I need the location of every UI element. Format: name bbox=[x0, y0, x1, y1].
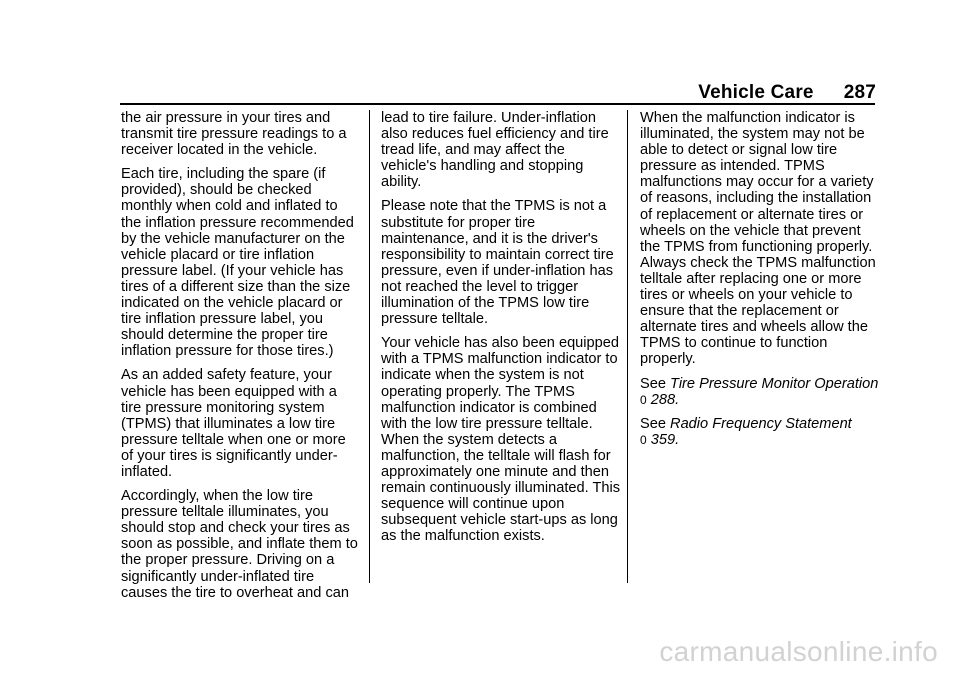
page-number: 287 bbox=[843, 82, 876, 103]
ref-prefix: See bbox=[640, 415, 666, 432]
column-divider bbox=[369, 110, 370, 583]
column-divider bbox=[627, 110, 628, 583]
section-title: Vehicle Care bbox=[698, 82, 814, 103]
paragraph: lead to tire failure. Under-inflation also reduces fuel efficiency and tire tread life, and may affect the vehicle's handling and stopping ability. bbox=[381, 110, 609, 191]
header-rule bbox=[120, 103, 875, 105]
page-header bbox=[698, 82, 876, 104]
paragraph: Please note that the TPMS is not a substitute for proper tire maintenance, and it is the driver's responsibility to maintain correct tire pressure, even if under-inflation has not reached the level to trigger illumination of the TPMS low tire pressure telltale. bbox=[381, 198, 614, 328]
cross-reference bbox=[640, 416, 880, 448]
watermark: carmanualsonline.info bbox=[659, 636, 938, 667]
paragraph: Accordingly, when the low tire pressure telltale illuminates, you should stop and check your tires as soon as possible, and inflate them to the proper pressure. Driving on a significantly under-inflated tire causes the tire to overheat and can bbox=[121, 488, 358, 601]
paragraph: As an added safety feature, your vehicle has been equipped with a tire pressure monitoring system (TPMS) that illuminates a low tire pressure telltale when one or more of your tires is significantly under-inflated. bbox=[121, 367, 346, 480]
ref-link-radio-frequency-statement[interactable]: Radio Frequency Statement bbox=[670, 415, 852, 432]
ref-prefix: See bbox=[640, 375, 666, 392]
cross-reference bbox=[640, 376, 880, 408]
text-column-1 bbox=[121, 110, 359, 609]
paragraph: Your vehicle has also been equipped with a TPMS malfunction indicator to indicate when the system is not operating properly. The TPMS malfunction indicator is combined with the low tire pressure telltale. When the system detects a malfunction, the telltale will flash for approximately one minute and then remain continuously illuminated. This sequence will continue upon subsequent vehicle start-ups as long as the malfunction exists. bbox=[381, 335, 621, 545]
text-column-2 bbox=[381, 110, 621, 552]
page-arrow-icon: 0 bbox=[640, 432, 647, 447]
page-arrow-icon: 0 bbox=[640, 392, 647, 407]
ref-page-number[interactable]: 359. bbox=[650, 431, 680, 448]
text-column-3 bbox=[640, 110, 880, 456]
ref-page-number[interactable]: 288. bbox=[650, 391, 680, 408]
paragraph: the air pressure in your tires and transmit tire pressure readings to a receiver located in the vehicle. bbox=[121, 110, 347, 159]
paragraph: When the malfunction indicator is illuminated, the system may not be able to detect or signal low tire pressure as intended. TPMS malfunctions may occur for a variety of reasons, including the installation of replacement or alternate tires or wheels on the vehicle that prevent the TPMS from functioning properly. Always check the TPMS malfunction telltale after replacing one or more tires or wheels on your vehicle to ensure that the replacement or alternate tires and wheels allow the TPMS to continue to function properly. bbox=[640, 110, 876, 368]
paragraph: Each tire, including the spare (if provided), should be checked monthly when cold and inflated to the inflation pressure recommended by the vehicle manufacturer on the vehicle placard or tire inflation pressure label. (If your vehicle has tires of a different size than the size indicated on the vehicle placard or tire inflation pressure label, you should determine the proper tire inflation pressure for those tires.) bbox=[121, 166, 354, 360]
ref-link-tire-pressure-monitor-operation[interactable]: Tire Pressure Monitor Operation bbox=[670, 375, 879, 392]
